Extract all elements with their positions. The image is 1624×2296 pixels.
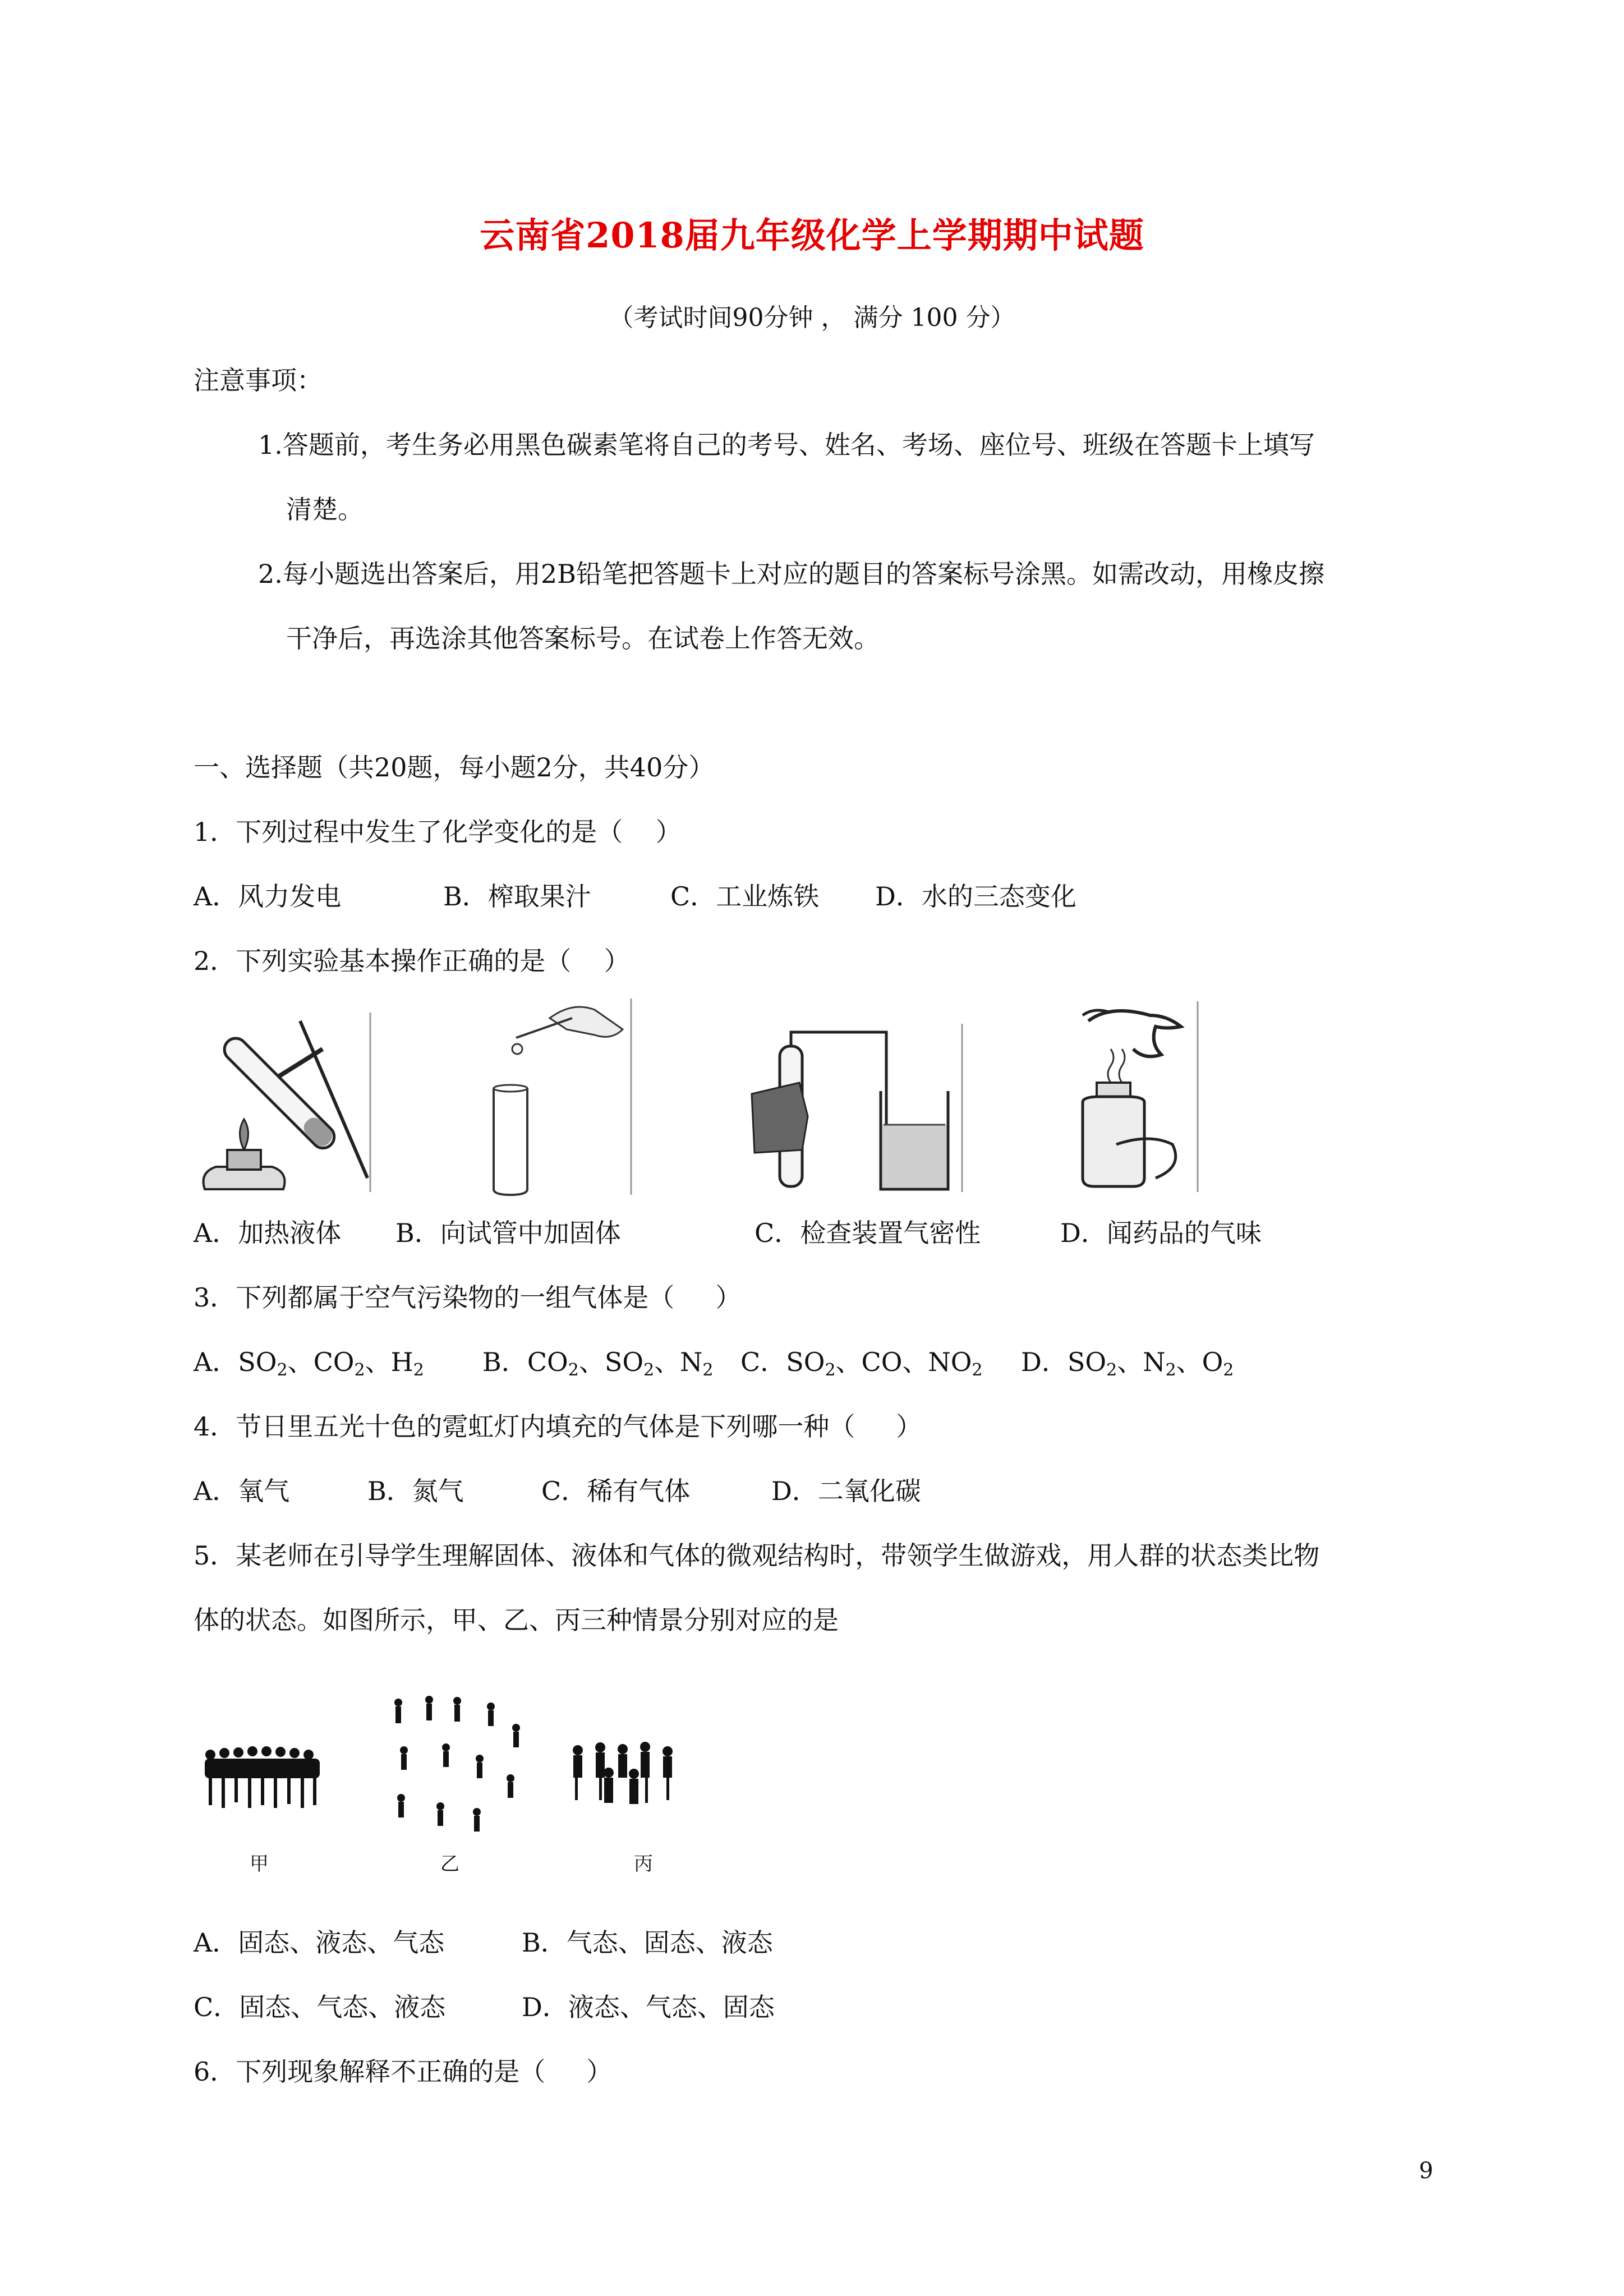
page-number: 9 xyxy=(1419,2158,1433,2184)
question-1-option-b: B．榨取果汁 xyxy=(443,881,591,912)
question-3-option-d-label: D． xyxy=(1021,1347,1068,1377)
figure-label-yi: 乙 xyxy=(440,1853,459,1875)
notice-item-2-line-2: 干净后，再选涂其他答案标号。在试卷上作答无效。 xyxy=(286,623,880,654)
question-3-option-c-label: C． xyxy=(740,1347,786,1377)
airtightness-check-figure xyxy=(746,1021,965,1195)
question-4-option-a: A．氧气 xyxy=(194,1476,290,1506)
question-5-option-b: B．气态、固态、液态 xyxy=(522,1927,773,1958)
question-5-option-c: C．固态、气态、液态 xyxy=(194,1992,446,2022)
question-5-option-d: D．液态、气态、固态 xyxy=(522,1992,775,2022)
figure-label-jia: 甲 xyxy=(250,1853,269,1875)
heating-liquid-figure xyxy=(194,1010,373,1195)
question-3-option-c: C．$SO_2$、CO、$NO_2$ xyxy=(740,1347,983,1380)
question-4-option-c: C．稀有气体 xyxy=(541,1476,691,1506)
question-2-stem: 2．下列实验基本操作正确的是（ ） xyxy=(194,946,630,976)
section-heading: 一、选择题（共20题，每小题2分，共40分） xyxy=(194,752,715,783)
question-6-stem: 6．下列现象解释不正确的是（ ） xyxy=(194,2056,613,2087)
crowd-liquid-figure xyxy=(567,1739,679,1818)
notice-heading: 注意事项： xyxy=(194,365,323,395)
crowd-gas-figure xyxy=(387,1694,533,1840)
question-2-option-c: C．检查装置气密性 xyxy=(755,1218,981,1248)
question-3-option-b: B．$CO_2$、$SO_2$、$N_2$ xyxy=(482,1347,714,1380)
adding-solid-figure xyxy=(482,996,634,1198)
crowd-solid-figure xyxy=(202,1745,325,1812)
question-3-option-a: A．$SO_2$、$CO_2$、$H_2$ xyxy=(194,1347,424,1380)
question-3-option-b-label: B． xyxy=(482,1347,527,1377)
question-4-stem: 4．节日里五光十色的霓虹灯内填充的气体是下列哪一种（ ） xyxy=(194,1411,922,1442)
page-title: 云南省2018届九年级化学上学期期中试题 xyxy=(480,215,1144,256)
notice-item-1-line-2: 清楚。 xyxy=(286,494,364,524)
question-4-option-b: B．氮气 xyxy=(367,1476,464,1506)
figure-label-bing: 丙 xyxy=(634,1853,653,1875)
question-3-option-a-label: A． xyxy=(194,1347,238,1377)
question-1-option-a: A．风力发电 xyxy=(194,881,342,912)
question-2-option-d: D．闻药品的气味 xyxy=(1060,1218,1262,1248)
question-3-option-d: D．$SO_2$、$N_2$、$O_2$ xyxy=(1021,1347,1234,1380)
question-2-option-a: A．加热液体 xyxy=(194,1218,342,1248)
question-1-option-d: D．水的三态变化 xyxy=(875,881,1076,912)
question-1-option-c: C．工业炼铁 xyxy=(670,881,820,912)
notice-item-2-line-1: 2.每小题选出答案后，用2B铅笔把答题卡上对应的题目的答案标号涂黑。如需改动，用橡皮擦 xyxy=(258,559,1324,589)
question-2-option-b: B．向试管中加固体 xyxy=(395,1218,621,1248)
smell-chemical-figure xyxy=(1071,999,1200,1195)
question-5-stem-line-2: 体的状态。如图所示，甲、乙、丙三种情景分别对应的是 xyxy=(194,1605,839,1635)
notice-item-1-line-1: 1.答题前，考生务必用黑色碳素笔将自己的考号、姓名、考场、座位号、班级在答题卡上填写 xyxy=(258,430,1315,460)
question-4-option-d: D．二氧化碳 xyxy=(771,1476,921,1506)
exam-info: （考试时间90分钟 ， 满分 100 分） xyxy=(609,303,1015,332)
question-3-stem: 3．下列都属于空气污染物的一组气体是（ ） xyxy=(194,1282,742,1313)
question-5-option-a: A．固态、液态、气态 xyxy=(194,1927,445,1958)
question-5-stem-line-1: 5．某老师在引导学生理解固体、液体和气体的微观结构时，带领学生做游戏，用人群的状态类比物 xyxy=(194,1540,1320,1571)
question-1-stem: 1．下列过程中发生了化学变化的是（ ） xyxy=(194,817,682,847)
